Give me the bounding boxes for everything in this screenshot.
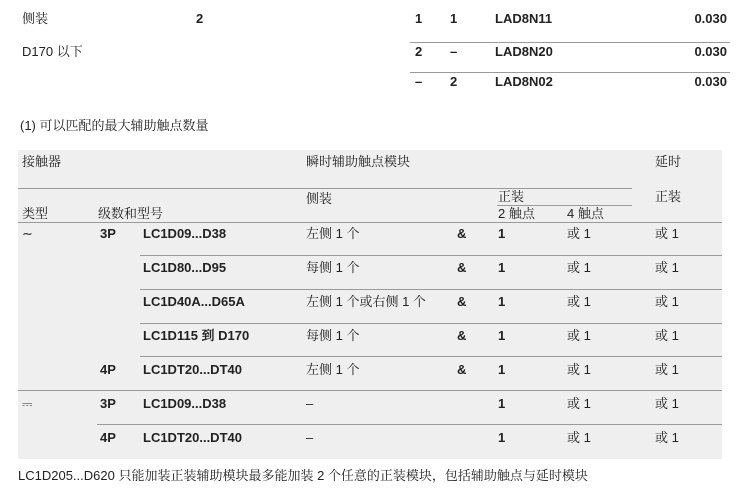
front-4-contacts: 或 1: [567, 226, 591, 241]
row-divider: [97, 424, 722, 425]
row-label: 侧装: [22, 11, 49, 26]
divider: [410, 42, 730, 43]
side-mount: –: [306, 396, 314, 411]
front-4-contacts: 或 1: [567, 328, 591, 343]
front-2-contacts: 1: [498, 328, 506, 343]
model: LC1D09...D38: [143, 396, 227, 411]
model: LC1D40A...D65A: [143, 294, 245, 309]
front-2-contacts: 1: [498, 430, 506, 445]
poles: 4P: [100, 430, 116, 445]
side-mount: 左侧 1 个: [306, 362, 360, 377]
note: LC1D205...D620 只能加装正装辅助模块最多能加装 2 个任意的正装模块，包括辅助触点与延时模块: [18, 468, 588, 483]
header-4-contacts: 4 触点: [567, 206, 604, 221]
delay-front: 或 1: [655, 430, 679, 445]
divider: [18, 222, 722, 223]
divider: [18, 188, 632, 189]
weight: 0.030: [694, 74, 727, 89]
header-type: 类型: [22, 206, 49, 221]
model: LC1D09...D38: [143, 226, 227, 241]
and-symbol: &: [457, 226, 467, 241]
front-2-contacts: 1: [498, 226, 506, 241]
weight: 0.030: [694, 11, 727, 26]
front-4-contacts: 或 1: [567, 430, 591, 445]
row-divider: [140, 289, 722, 290]
and-symbol: &: [457, 294, 467, 309]
row-label: D170 以下: [22, 44, 83, 59]
weight: 0.030: [694, 44, 727, 59]
row-divider: [140, 255, 722, 256]
header-contactor: 接触器: [22, 154, 62, 169]
delay-front: 或 1: [655, 362, 679, 377]
model: LC1DT20...DT40: [143, 430, 242, 445]
delay-front: 或 1: [655, 294, 679, 309]
side-mount: 每侧 1 个: [306, 260, 360, 275]
contacts-no: 1: [415, 11, 423, 26]
row-divider: [140, 323, 722, 324]
delay-front: 或 1: [655, 396, 679, 411]
front-2-contacts: 1: [498, 260, 506, 275]
and-symbol: &: [457, 260, 467, 275]
side-mount: 左侧 1 个或右侧 1 个: [306, 294, 426, 309]
header-delay-front: 正装: [655, 189, 682, 204]
front-4-contacts: 或 1: [567, 396, 591, 411]
reference: LAD8N20: [495, 44, 553, 59]
contacts-nc: –: [450, 44, 458, 59]
footnote: (1) 可以匹配的最大辅助触点数量: [20, 118, 209, 133]
contacts-no: 2: [415, 44, 423, 59]
side-mount: –: [306, 430, 314, 445]
poles: 3P: [100, 226, 116, 241]
contacts-nc: 2: [450, 74, 458, 89]
delay-front: 或 1: [655, 226, 679, 241]
front-4-contacts: 或 1: [567, 362, 591, 377]
row-divider: [18, 390, 722, 391]
contacts-nc: 1: [450, 11, 458, 26]
model: LC1D115 到 D170: [143, 328, 250, 343]
contacts-no: –: [415, 74, 423, 89]
and-symbol: &: [457, 328, 467, 343]
header-2-contacts: 2 触点: [498, 206, 535, 221]
header-poles: 级数和型号: [98, 206, 164, 221]
header-side: 侧装: [306, 191, 333, 206]
header-instant: 瞬时辅助触点模块: [306, 154, 411, 169]
header-front: 正装: [498, 189, 525, 204]
poles: 3P: [100, 396, 116, 411]
delay-front: 或 1: [655, 260, 679, 275]
row-count: 2: [196, 11, 204, 26]
and-symbol: &: [457, 362, 467, 377]
model: LC1DT20...DT40: [143, 362, 242, 377]
reference: LAD8N11: [495, 11, 553, 26]
poles: 4P: [100, 362, 116, 377]
front-2-contacts: 1: [498, 362, 506, 377]
row-divider: [140, 356, 722, 357]
current-type-icon: ⎓: [22, 396, 33, 411]
front-4-contacts: 或 1: [567, 260, 591, 275]
delay-front: 或 1: [655, 328, 679, 343]
header-delay: 延时: [655, 154, 682, 169]
side-mount: 左侧 1 个: [306, 226, 360, 241]
side-mount: 每侧 1 个: [306, 328, 360, 343]
divider: [410, 72, 730, 73]
front-4-contacts: 或 1: [567, 294, 591, 309]
reference: LAD8N02: [495, 74, 553, 89]
front-2-contacts: 1: [498, 294, 506, 309]
current-type-icon: ∼: [22, 226, 33, 241]
front-2-contacts: 1: [498, 396, 506, 411]
model: LC1D80...D95: [143, 260, 227, 275]
